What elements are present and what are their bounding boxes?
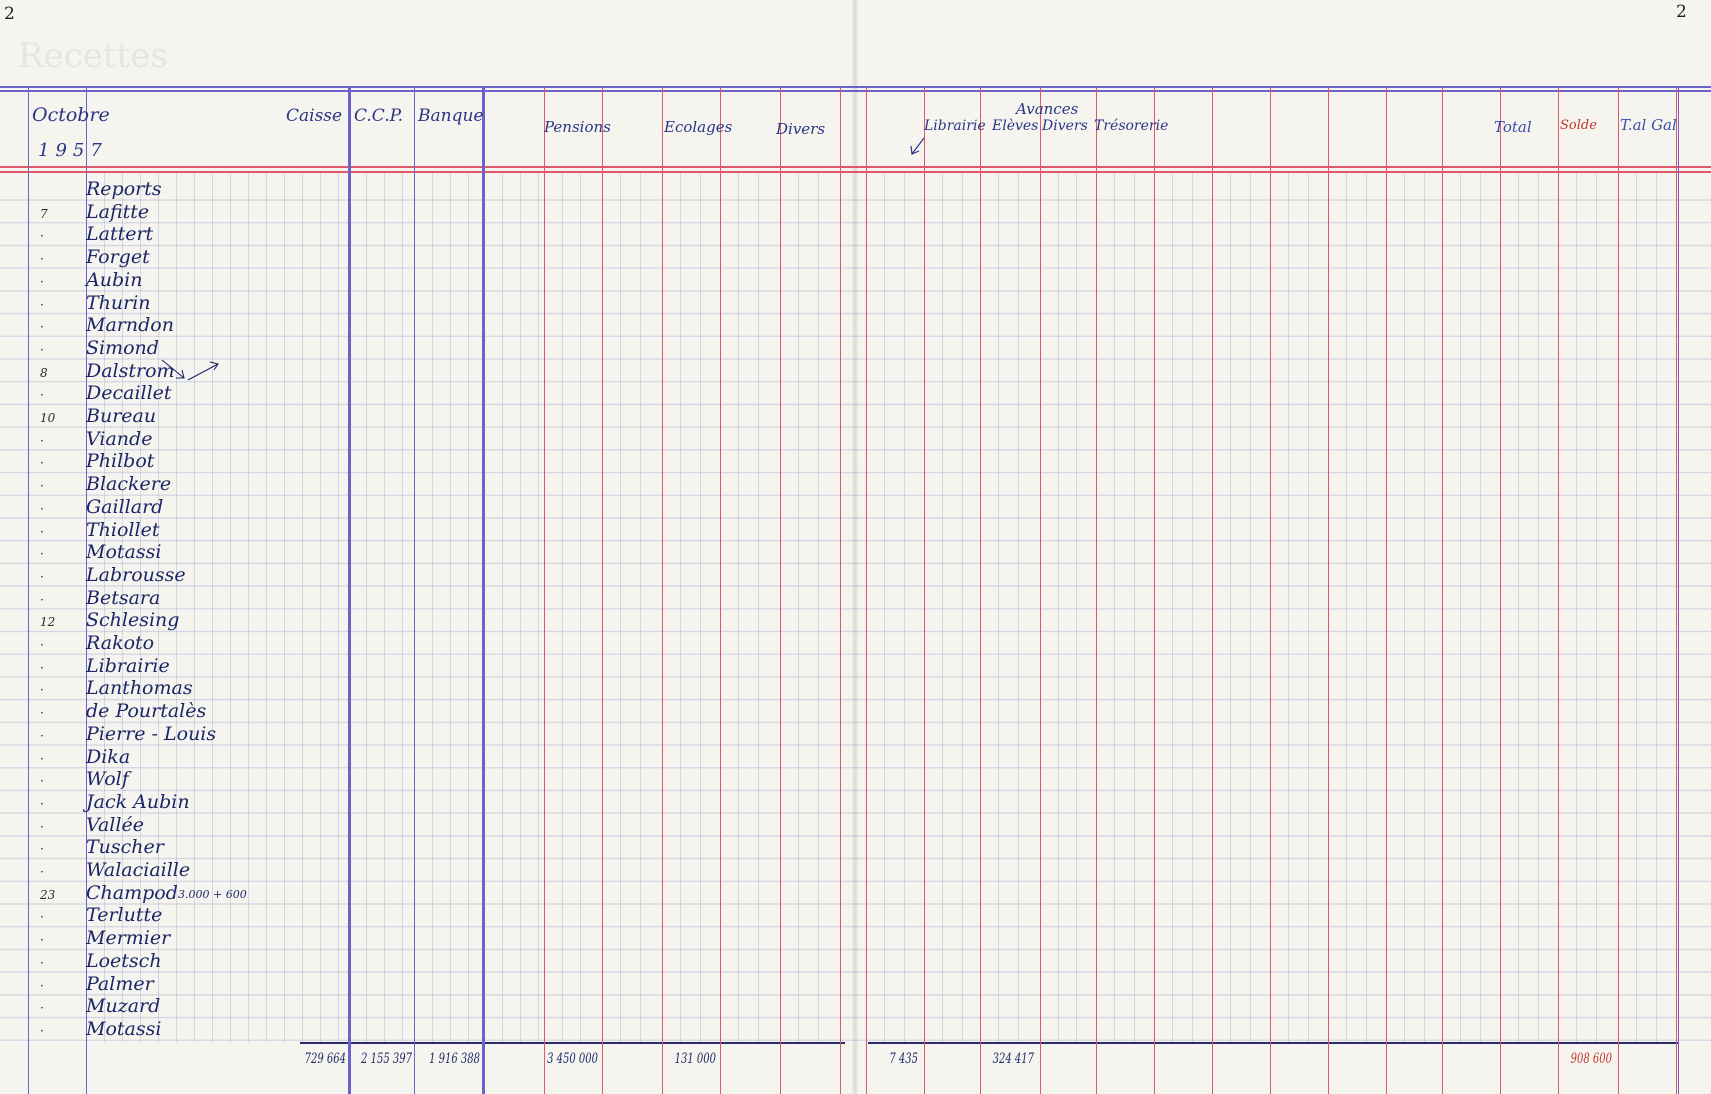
fine-rule xyxy=(1134,172,1135,1042)
fine-rule xyxy=(212,172,213,1042)
fine-rule xyxy=(1366,172,1367,1042)
fine-rule xyxy=(1424,172,1425,1042)
fine-rule xyxy=(538,172,539,1042)
total-ccp: 2 155 397 xyxy=(361,1052,412,1067)
day-cell: · xyxy=(40,320,44,335)
violet-rule xyxy=(1678,88,1679,1094)
red-rule xyxy=(1558,88,1559,1094)
col-ecolages: Ecolages xyxy=(664,118,733,136)
name-cell: Lafitte xyxy=(86,200,150,223)
name-cell: Jack Aubin xyxy=(86,790,190,813)
fine-rule xyxy=(1230,172,1231,1042)
name-cell: Gaillard xyxy=(86,495,164,518)
day-cell: 8 xyxy=(40,365,48,380)
fine-rule xyxy=(302,172,303,1042)
name-cell: Viande xyxy=(86,427,153,450)
red-rule xyxy=(1270,88,1271,1094)
day-cell: · xyxy=(40,388,44,403)
fine-rule xyxy=(818,172,819,1042)
name-cell: Vallée xyxy=(86,813,144,836)
day-cell: · xyxy=(40,706,44,721)
col-banque: Banque xyxy=(418,106,484,126)
day-cell: · xyxy=(40,547,44,562)
red-rule xyxy=(544,88,545,1094)
fine-rule xyxy=(998,172,999,1042)
fine-rule xyxy=(884,172,885,1042)
red-rule xyxy=(840,88,841,1094)
fine-rule xyxy=(1460,172,1461,1042)
total-eleves: 324 417 xyxy=(992,1052,1034,1067)
day-cell: · xyxy=(40,433,44,448)
fine-rule xyxy=(1656,172,1657,1042)
faint-title: Recettes xyxy=(18,36,168,76)
day-cell: · xyxy=(40,933,44,948)
col-ccp: C.C.P. xyxy=(354,106,404,126)
total-librairie: 7 435 xyxy=(889,1052,918,1067)
fine-rule xyxy=(758,172,759,1042)
red-rule xyxy=(1328,88,1329,1094)
red-rule xyxy=(1040,88,1041,1094)
fine-rule xyxy=(194,172,195,1042)
name-cell: Labrousse xyxy=(86,563,186,586)
day-cell: · xyxy=(40,479,44,494)
red-rule xyxy=(1500,88,1501,1094)
day-cell: · xyxy=(40,569,44,584)
name-cell: Dika xyxy=(86,745,131,768)
fine-rule xyxy=(266,172,267,1042)
day-cell: · xyxy=(40,910,44,925)
day-cell: · xyxy=(40,842,44,857)
violet-rule xyxy=(28,88,29,1094)
day-cell: · xyxy=(40,524,44,539)
violet-rule xyxy=(350,88,351,1094)
red-rule xyxy=(1154,88,1155,1094)
name-cell: Wolf xyxy=(86,768,129,791)
day-cell: 23 xyxy=(40,887,56,902)
col-solde: Solde xyxy=(1560,118,1597,133)
day-cell: · xyxy=(40,501,44,516)
day-cell: · xyxy=(40,456,44,471)
book-spine xyxy=(852,0,858,1094)
day-cell: · xyxy=(40,774,44,789)
year-label: 1957 xyxy=(38,140,108,161)
red-rule xyxy=(780,88,781,1094)
day-cell: 7 xyxy=(40,206,48,221)
fine-rule xyxy=(798,172,799,1042)
day-cell: 10 xyxy=(40,411,56,425)
fine-rule xyxy=(962,172,963,1042)
fine-rule xyxy=(1250,172,1251,1042)
name-cell: Motassi xyxy=(86,541,162,564)
fine-rule xyxy=(284,172,285,1042)
red-rule xyxy=(1386,88,1387,1094)
name-cell: Philbot xyxy=(86,450,155,473)
red-rule xyxy=(662,88,663,1094)
name-cell: Librairie xyxy=(86,654,170,677)
arrow-icon xyxy=(908,136,928,158)
day-cell: · xyxy=(40,955,44,970)
col-avances-divers: Divers xyxy=(1042,118,1088,134)
fine-rule xyxy=(468,172,469,1042)
day-cell: · xyxy=(40,1023,44,1038)
red-rule xyxy=(1618,88,1619,1094)
top-rule xyxy=(0,86,1711,88)
red-rule xyxy=(924,88,925,1094)
fine-rule xyxy=(1114,172,1115,1042)
fine-rule xyxy=(230,172,231,1042)
name-cell: Walaciaille xyxy=(86,859,191,881)
day-cell: · xyxy=(40,638,44,652)
note-cell: 3.000 + 600 xyxy=(178,887,247,901)
name-cell: Mermier xyxy=(86,927,171,950)
name-cell: Decaillet xyxy=(86,382,172,405)
day-cell: · xyxy=(40,751,44,766)
totals-rule-left xyxy=(300,1042,845,1044)
fine-rule xyxy=(176,172,177,1042)
fine-rule xyxy=(1172,172,1173,1042)
col-caisse: Caisse xyxy=(286,106,343,126)
fine-rule xyxy=(904,172,905,1042)
red-rule xyxy=(1212,88,1213,1094)
name-cell: Thurin xyxy=(86,291,151,314)
day-cell: · xyxy=(40,1001,44,1016)
fine-rule xyxy=(1018,172,1019,1042)
name-cell: Pierre - Louis xyxy=(86,722,217,745)
name-cell: Betsara xyxy=(86,586,161,609)
name-cell: Muzard xyxy=(86,995,161,1018)
header-rule xyxy=(0,166,1711,168)
header-rule-2 xyxy=(0,171,1711,173)
red-rule xyxy=(1676,88,1677,1094)
name-cell: Terlutte xyxy=(86,904,163,927)
fine-rule xyxy=(320,172,321,1042)
fine-rule xyxy=(1076,172,1077,1042)
totals-rule-right xyxy=(868,1042,1678,1044)
day-cell: · xyxy=(40,796,44,811)
total-ecolages: 131 000 xyxy=(674,1052,716,1067)
day-cell: · xyxy=(40,728,44,743)
col-divers: Divers xyxy=(776,120,826,138)
fine-rule xyxy=(700,172,701,1042)
name-cell: Lanthomas xyxy=(86,677,193,700)
day-cell: · xyxy=(40,819,44,834)
name-cell: Reports xyxy=(86,178,162,200)
fine-rule xyxy=(1288,172,1289,1042)
day-cell: · xyxy=(40,229,44,244)
fine-rule xyxy=(1518,172,1519,1042)
fine-rule xyxy=(1538,172,1539,1042)
red-rule xyxy=(980,88,981,1094)
fine-rule xyxy=(620,172,621,1042)
col-total: Total xyxy=(1494,118,1532,136)
name-cell: Simond xyxy=(86,336,159,359)
day-cell: · xyxy=(40,252,44,267)
violet-rule xyxy=(484,88,485,1094)
fine-rule xyxy=(1596,172,1597,1042)
day-cell: · xyxy=(40,978,44,993)
fine-rule xyxy=(1404,172,1405,1042)
name-cell: Rakoto xyxy=(86,632,155,654)
fine-rule xyxy=(432,172,433,1042)
day-cell: · xyxy=(40,660,44,675)
fine-rule xyxy=(402,172,403,1042)
day-cell: · xyxy=(40,274,44,289)
red-rule xyxy=(720,88,721,1094)
name-cell: Marndon xyxy=(86,314,174,337)
name-cell: Tuscher xyxy=(86,836,164,859)
fine-rule xyxy=(1636,172,1637,1042)
name-cell: Palmer xyxy=(86,972,154,995)
name-cell: Dalstrom xyxy=(86,359,175,382)
col-avances: Avances xyxy=(1016,100,1079,118)
name-cell: Loetsch xyxy=(86,949,162,972)
red-rule xyxy=(1096,88,1097,1094)
fine-rule xyxy=(942,172,943,1042)
total-pensions: 3 450 000 xyxy=(547,1052,598,1067)
violet-rule xyxy=(414,88,415,1094)
fine-rule xyxy=(1058,172,1059,1042)
col-tresorerie: Trésorerie xyxy=(1094,118,1169,134)
fine-rule xyxy=(1308,172,1309,1042)
red-rule xyxy=(1442,88,1443,1094)
name-cell: de Pourtalès xyxy=(86,700,207,723)
fine-rule xyxy=(248,172,249,1042)
fine-rule xyxy=(1192,172,1193,1042)
fine-rule xyxy=(502,172,503,1042)
fine-rule xyxy=(450,172,451,1042)
name-cell: Bureau xyxy=(86,405,157,427)
fine-rule xyxy=(1346,172,1347,1042)
fine-rule xyxy=(1576,172,1577,1042)
red-rule xyxy=(602,88,603,1094)
month-label: Octobre xyxy=(32,104,110,126)
name-cell: Champod xyxy=(86,881,178,904)
day-cell: · xyxy=(40,297,44,312)
day-cell: · xyxy=(40,592,44,607)
name-cell: Aubin xyxy=(86,268,143,291)
fine-rule xyxy=(640,172,641,1042)
total-banque: 1 916 388 xyxy=(429,1052,480,1067)
name-cell: Thiollet xyxy=(86,518,160,541)
page-number-left: 2 xyxy=(4,4,15,24)
page-number-right: 2 xyxy=(1676,2,1687,22)
total-solde: 908 600 xyxy=(1570,1052,1612,1067)
fine-rule xyxy=(520,172,521,1042)
day-cell: · xyxy=(40,865,44,879)
name-cell: Schlesing xyxy=(86,609,180,632)
col-eleves: Elèves xyxy=(992,118,1039,134)
col-pensions: Pensions xyxy=(544,118,611,136)
top-rule-2 xyxy=(0,90,1711,92)
red-rule xyxy=(866,88,867,1094)
name-cell: Forget xyxy=(86,246,150,269)
fine-rule xyxy=(680,172,681,1042)
name-cell: Motassi xyxy=(86,1017,162,1040)
col-librairie: Librairie xyxy=(924,118,986,134)
fine-rule xyxy=(738,172,739,1042)
day-cell: · xyxy=(40,342,44,357)
fine-rule xyxy=(366,172,367,1042)
fine-rule xyxy=(384,172,385,1042)
name-cell: Lattert xyxy=(86,223,154,246)
day-cell: · xyxy=(40,683,44,698)
col-tal-gal: T.al Gal xyxy=(1620,116,1677,134)
fine-rule xyxy=(562,172,563,1042)
fine-rule xyxy=(1480,172,1481,1042)
name-cell: Blackere xyxy=(86,473,172,496)
total-caisse: 729 664 xyxy=(304,1052,346,1067)
day-cell: 12 xyxy=(40,615,56,630)
fine-rule xyxy=(338,172,339,1042)
fine-rule xyxy=(580,172,581,1042)
